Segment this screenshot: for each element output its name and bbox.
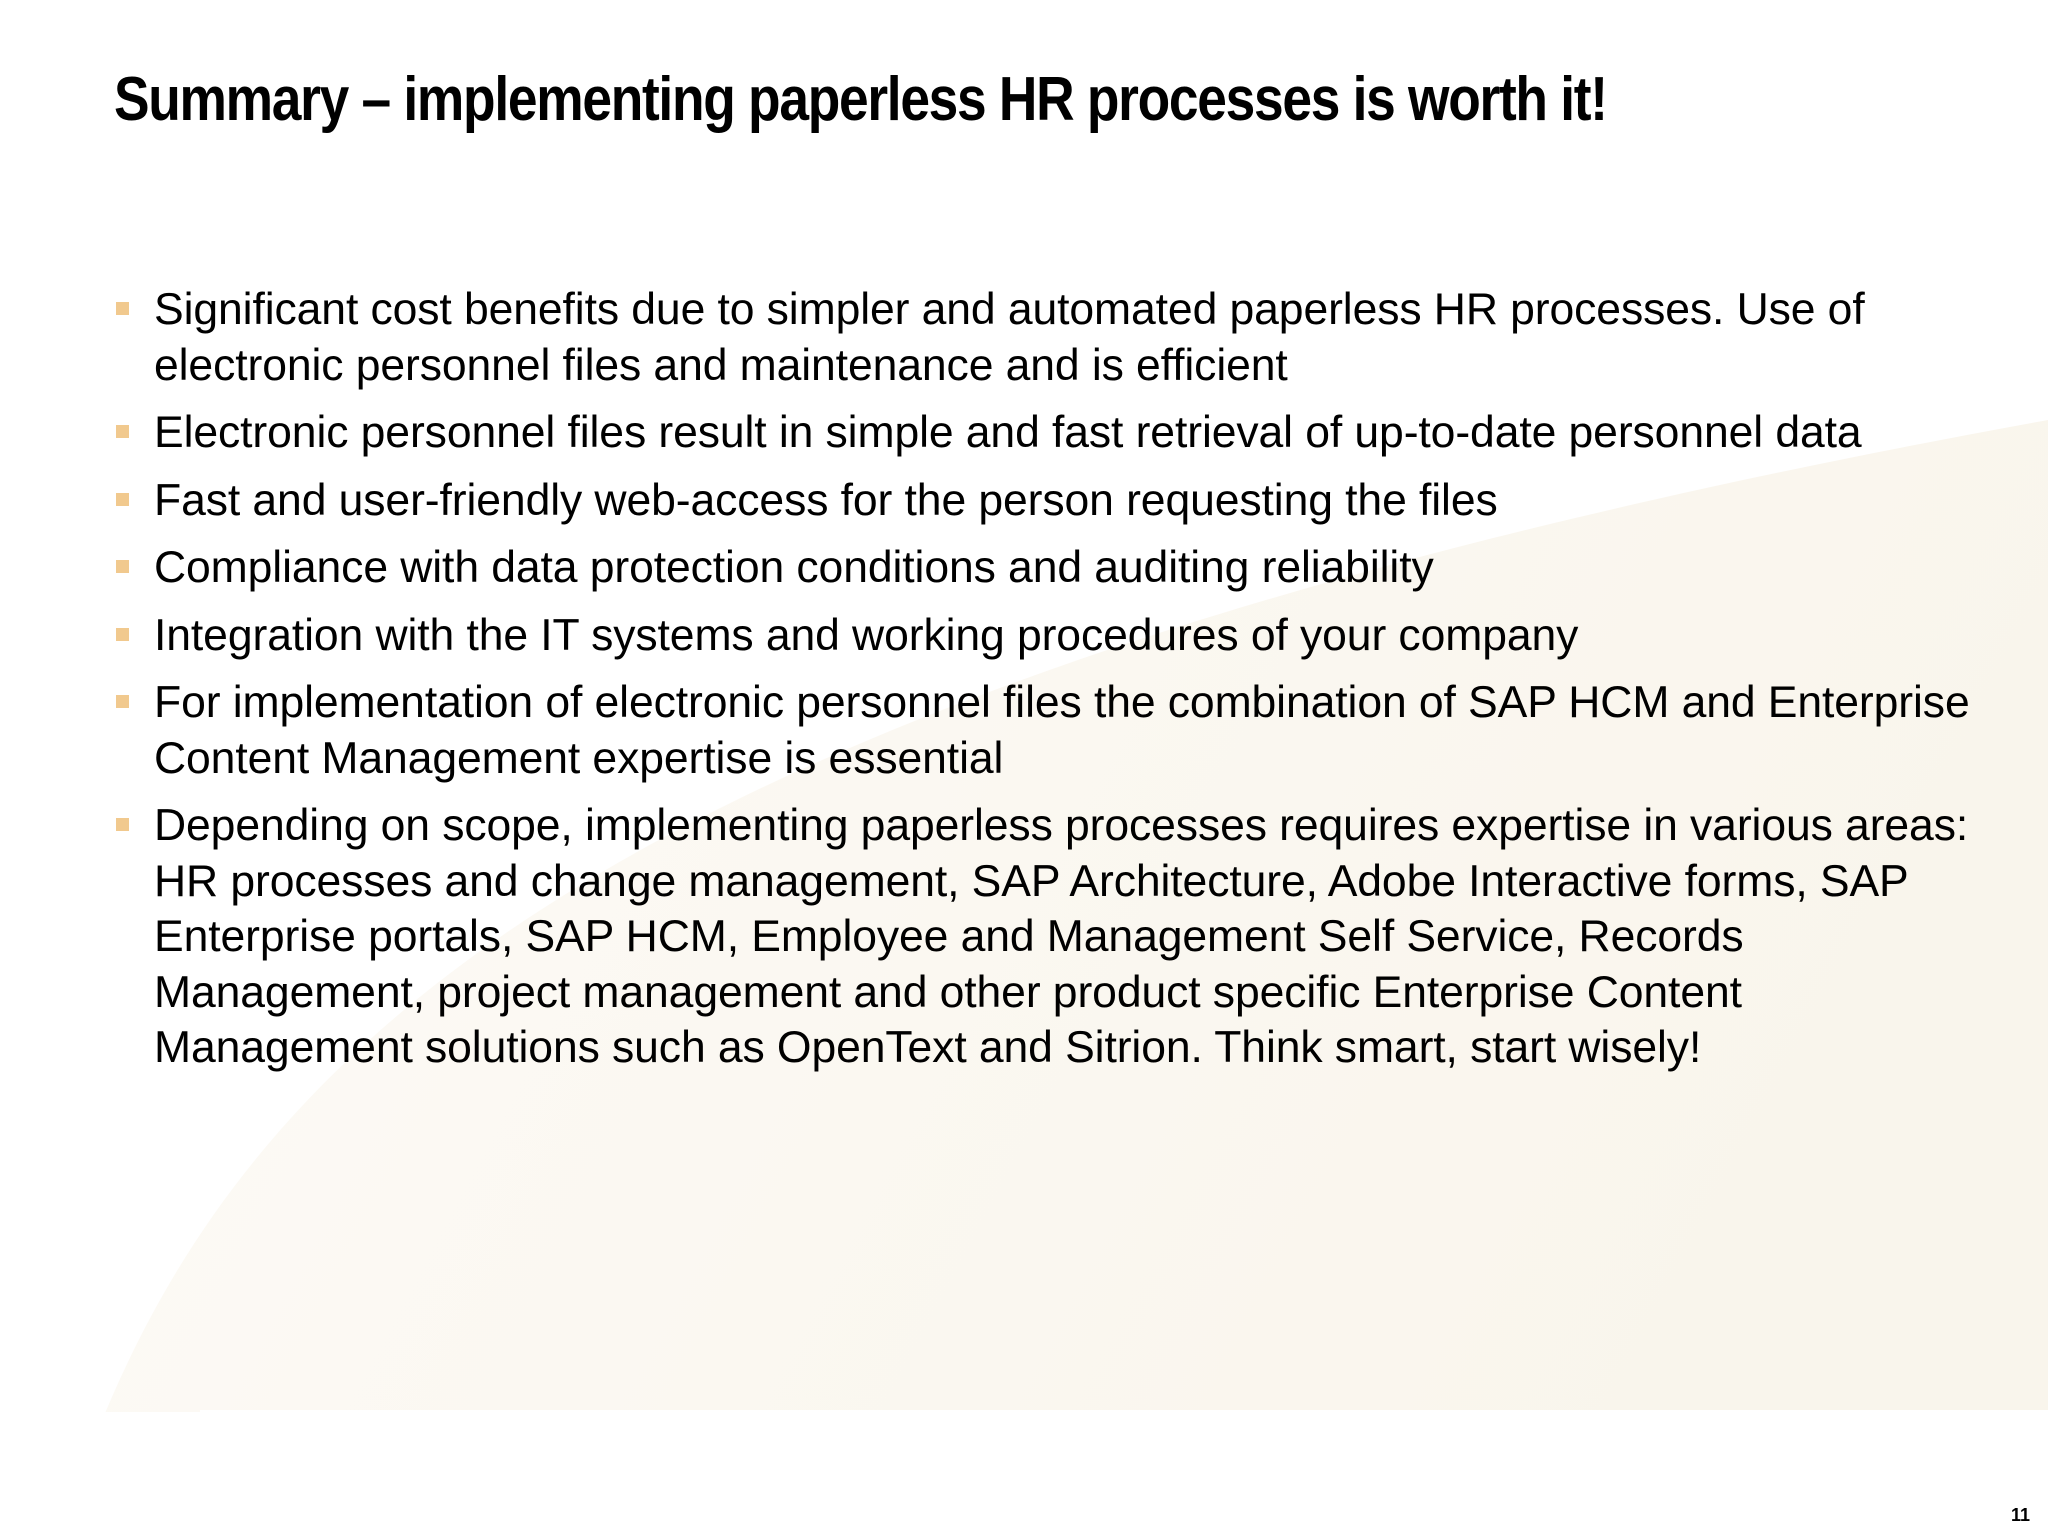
square-bullet-icon: [116, 493, 129, 506]
bullet-item: [114, 473, 1994, 529]
bullet-item: [114, 540, 1994, 596]
bullet-text: Fast and user-friendly web-access for the person requesting the files: [154, 475, 1498, 525]
square-bullet-icon: [116, 695, 129, 708]
square-bullet-icon: [116, 425, 129, 438]
bullet-item: [114, 608, 1994, 664]
bullet-item: [114, 282, 1994, 393]
square-bullet-icon: [116, 628, 129, 641]
bullet-item: [114, 405, 1994, 461]
bullet-text: Electronic personnel files result in simple and fast retrieval of up-to-date personnel data: [154, 408, 1862, 457]
bullet-text: Significant cost benefits due to simpler and automated paperless HR processes. Use of electronic personnel files and maintenance and is efficient: [154, 285, 1865, 390]
slide-title: Summary – implementing paperless HR processes is worth it!: [114, 65, 1607, 134]
square-bullet-icon: [116, 818, 129, 831]
bullet-text: For implementation of electronic personnel files the combination of SAP HCM and Enterprise Content Management expertise is essential: [154, 678, 1970, 783]
page-number: 11: [2010, 1505, 2030, 1525]
bullet-text: Integration with the IT systems and working procedures of your company: [154, 610, 1579, 660]
square-bullet-icon: [116, 302, 129, 315]
bullet-text: Depending on scope, implementing paperless processes requires expertise in various areas: HR processes and change management, SAP Architecture, Adobe Interactive forms, SAP Enterprise portals, SAP HCM, Employee and Management Self Service, Records Management, project management and other product specific Enterprise Content Management solutions such as OpenText and Sitrion. Think smart, start wisely!: [154, 801, 1969, 1072]
bullet-text: Compliance with data protection conditions and auditing reliability: [154, 543, 1434, 592]
bullet-item: [114, 675, 1994, 786]
bullet-list: [114, 282, 1994, 1088]
square-bullet-icon: [116, 560, 129, 573]
bullet-item: [114, 798, 1994, 1076]
